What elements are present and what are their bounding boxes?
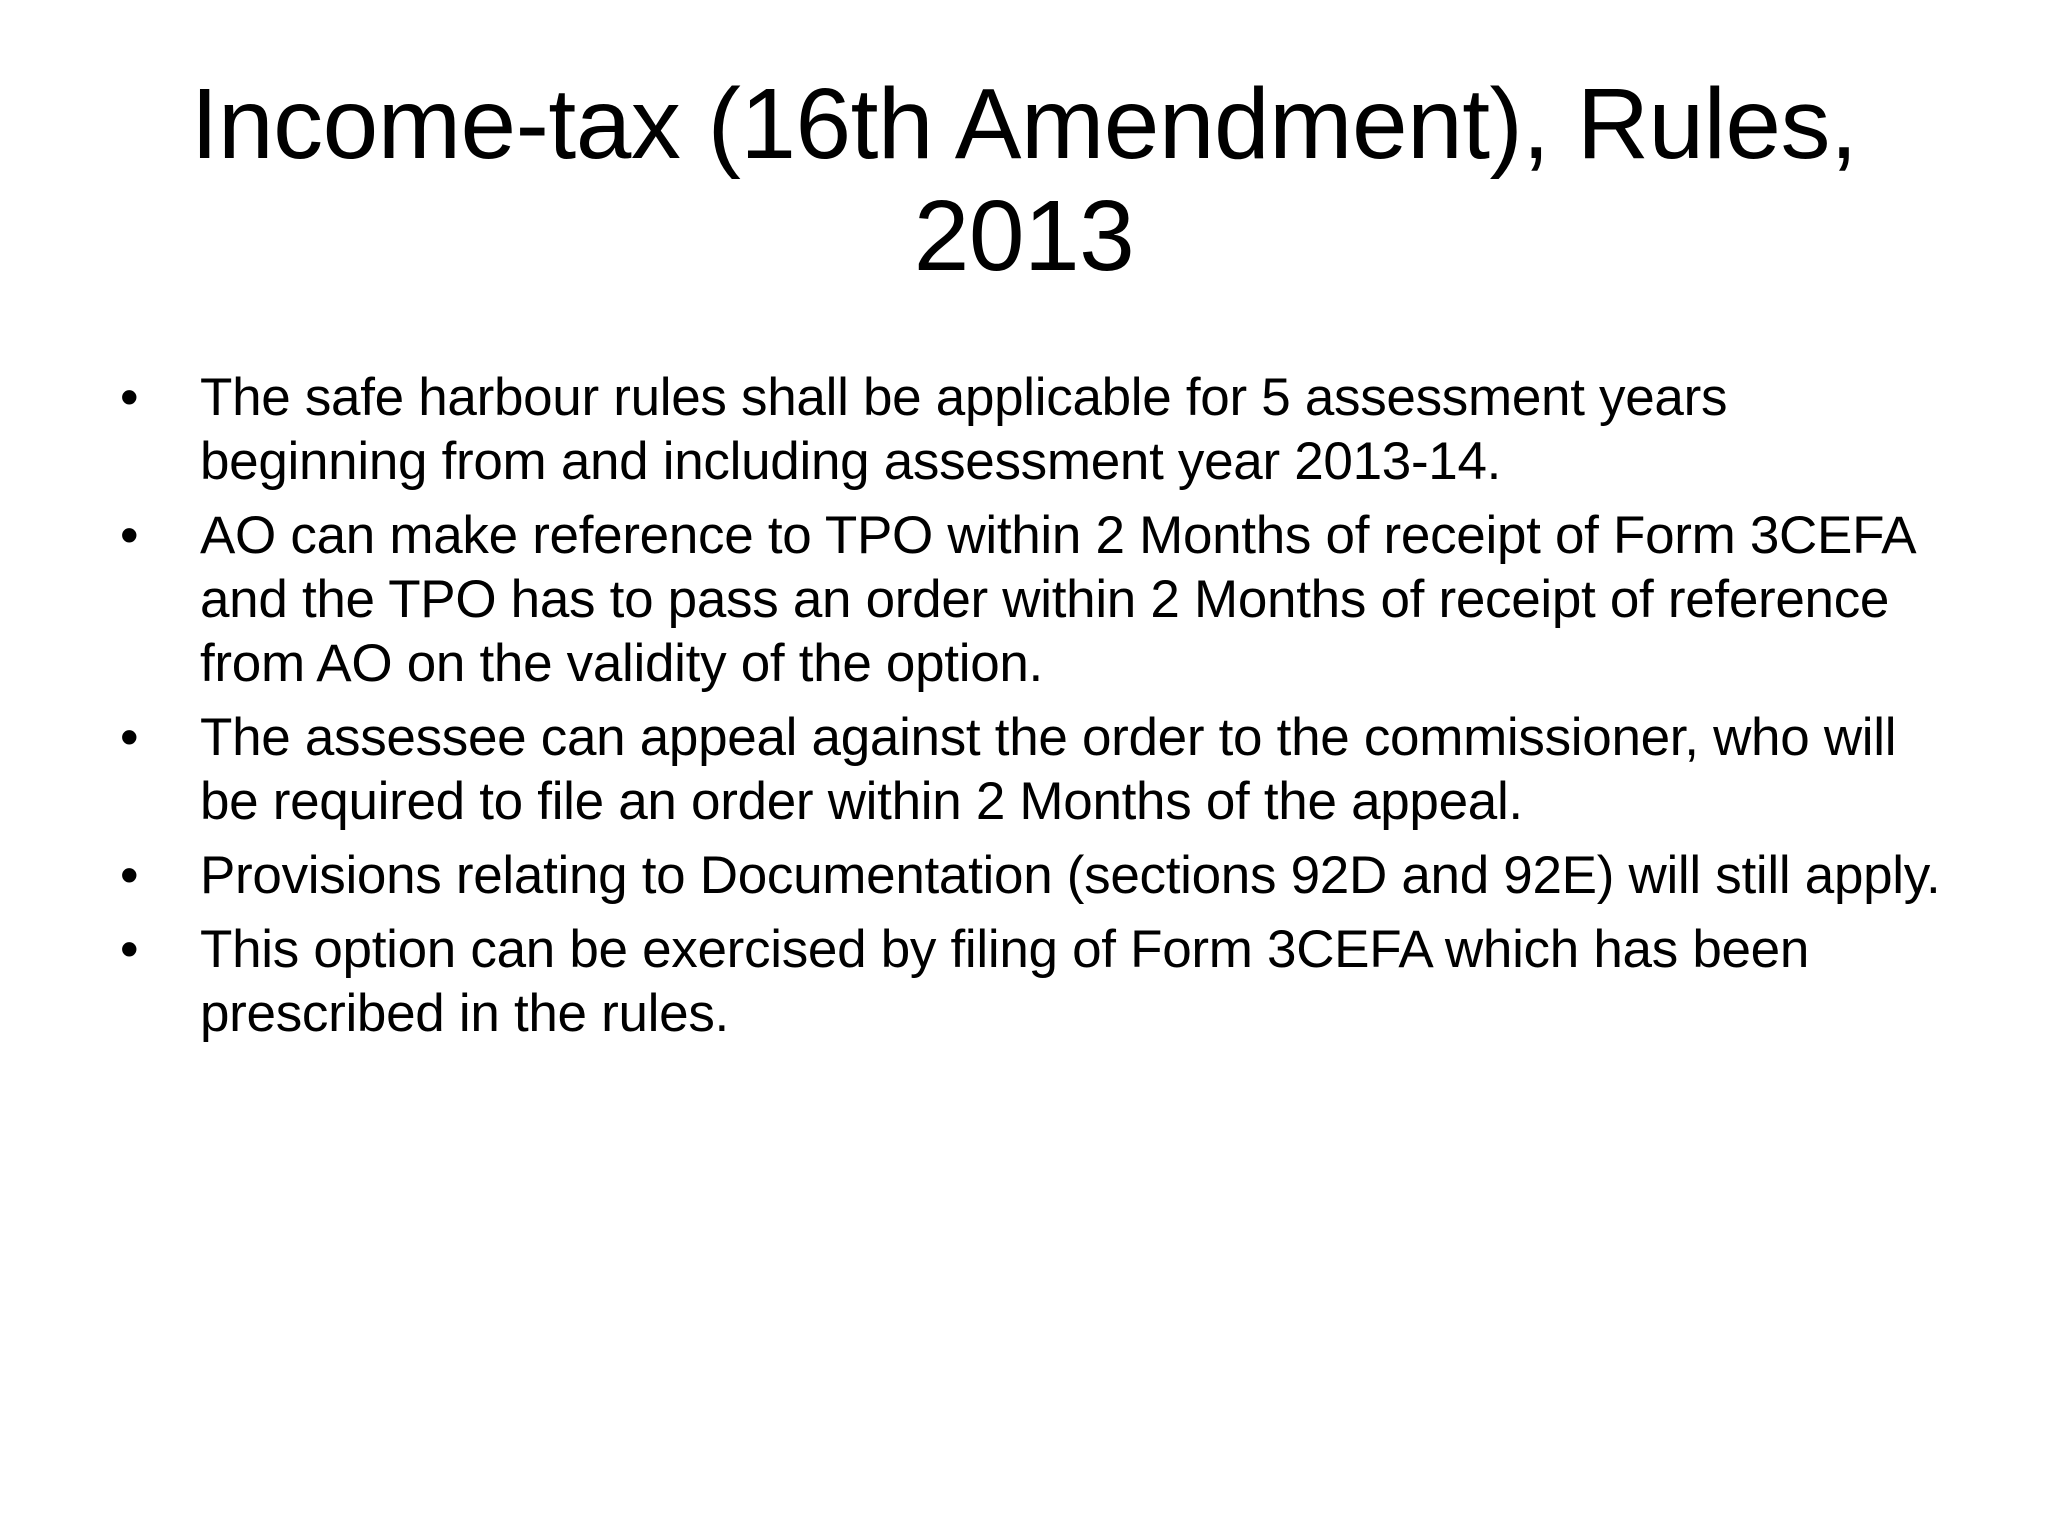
bullet-item xyxy=(120,706,1960,834)
bullet-list xyxy=(120,366,1960,1056)
bullet-dot-icon: • xyxy=(120,708,139,767)
bullet-item xyxy=(120,918,1960,1046)
bullet-dot-icon: • xyxy=(120,368,139,427)
bullet-item xyxy=(120,366,1960,494)
bullet-text: AO can make reference to TPO within 2 Months of receipt of Form 3CEFA and the TPO has to pass an order within 2 Months of receipt of reference from AO on the validity of the option. xyxy=(200,506,1914,693)
bullet-dot-icon: • xyxy=(120,920,139,979)
bullet-text: The safe harbour rules shall be applicable for 5 assessment years beginning from and including assessment year 2013-14. xyxy=(200,368,1728,491)
bullet-dot-icon: • xyxy=(120,846,139,905)
bullet-item xyxy=(120,844,1960,908)
bullet-text: This option can be exercised by filing of Form 3CEFA which has been prescribed in the rules. xyxy=(200,920,1810,1043)
bullet-item xyxy=(120,504,1960,696)
slide-title: Income-tax (16th Amendment), Rules, 2013 xyxy=(190,68,1858,292)
bullet-text: The assessee can appeal against the order to the commissioner, who will be required to file an order within 2 Months of the appeal. xyxy=(200,708,1897,831)
bullet-dot-icon: • xyxy=(120,506,139,565)
bullet-text: Provisions relating to Documentation (sections 92D and 92E) will still apply. xyxy=(200,846,1941,905)
